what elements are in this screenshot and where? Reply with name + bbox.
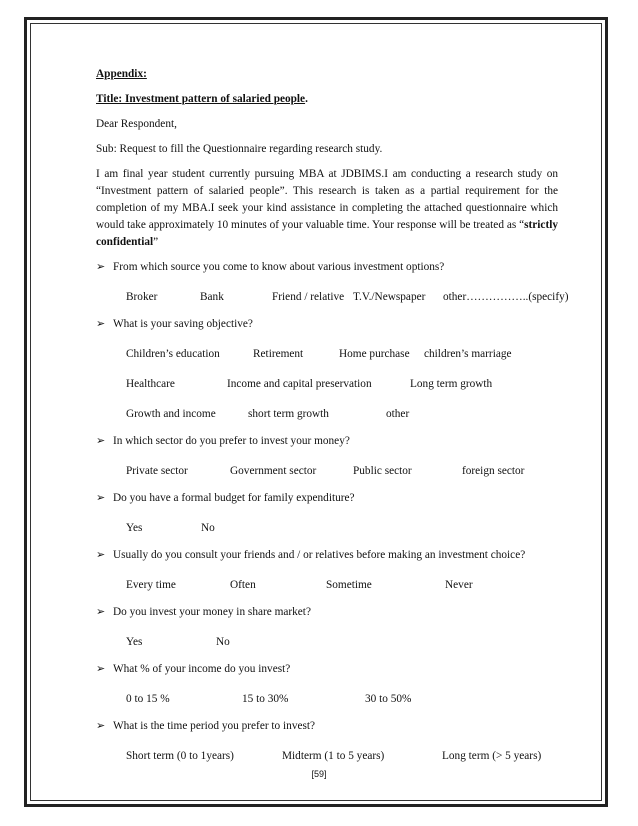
option-choice[interactable] [187,289,224,306]
document-title [96,91,558,108]
option-label: Children’s education [126,348,220,360]
option-label: other [386,408,410,420]
option-row [96,748,558,765]
option-label: 15 to 30% [242,693,289,705]
option-label: Sometime [326,579,372,591]
option-choice[interactable] [411,346,512,363]
option-label: Bank [200,291,224,303]
intro-end-quote: ” [153,236,159,248]
option-label: Retirement [253,348,304,360]
question-1 [96,259,558,276]
question-text: From which source you come to know about various investment options? [113,261,445,273]
option-choice[interactable] [240,346,303,363]
option-choice[interactable] [113,748,234,765]
option-choice[interactable] [429,748,541,765]
question-8 [96,718,558,735]
option-label: Long term growth [410,378,493,390]
option-choice[interactable] [113,577,176,594]
option-label: Midterm (1 to 5 years) [282,750,385,762]
option-choice[interactable] [340,289,425,306]
option-label: Long term (> 5 years) [442,750,542,762]
option-label: Every time [126,579,176,591]
option-choice[interactable] [113,463,188,480]
option-choice[interactable] [269,748,384,765]
option-row [96,346,558,363]
option-choice[interactable] [313,577,372,594]
option-choice[interactable] [340,463,412,480]
option-label: Growth and income [126,408,216,420]
option-label: Private sector [126,465,188,477]
option-choice[interactable] [217,577,256,594]
bullet-arrow-icon: ➢ [96,261,106,273]
option-choice[interactable] [430,289,569,306]
bullet-arrow-icon: ➢ [96,318,106,330]
option-choice[interactable] [113,376,175,393]
option-choice[interactable] [432,577,473,594]
option-row [96,463,558,480]
option-label: Short term (0 to 1years) [126,750,234,762]
option-choice[interactable] [113,634,142,651]
question-6 [96,604,558,621]
option-choice[interactable] [326,346,410,363]
bullet-arrow-icon: ➢ [96,606,106,618]
option-row [96,376,558,393]
option-choice[interactable] [113,520,142,537]
bullet-arrow-icon: ➢ [96,549,106,561]
option-label: Income and capital preservation [227,378,372,390]
document-body [96,66,569,775]
option-row [96,577,558,594]
option-label: Home purchase [339,348,410,360]
question-text: Do you invest your money in share market? [113,606,311,618]
option-row [96,520,558,537]
option-choice[interactable] [113,691,170,708]
title-text: Title: Investment pattern of salaried people [96,93,306,105]
confidential-text: strictly confidential [96,219,558,248]
option-label: No [216,636,230,648]
option-label: children’s marriage [424,348,512,360]
option-label: foreign sector [462,465,525,477]
option-choice[interactable] [214,376,372,393]
option-label: Often [230,579,256,591]
option-label: Broker [126,291,158,303]
option-row [96,289,569,306]
question-2 [96,316,558,333]
question-5 [96,547,558,564]
option-label: Government sector [230,465,317,477]
option-choice[interactable] [217,463,316,480]
question-text: In which sector do you prefer to invest your money? [113,435,350,447]
option-row [96,691,558,708]
option-label: 0 to 15 % [126,693,170,705]
question-text: What is your saving objective? [113,318,253,330]
option-label: short term growth [248,408,329,420]
option-choice[interactable] [188,520,215,537]
option-row [96,634,558,651]
bullet-arrow-icon: ➢ [96,492,106,504]
title-period: . [305,93,308,105]
appendix-heading: Appendix: [96,68,147,80]
option-label: 30 to 50% [365,693,412,705]
option-choice[interactable] [373,406,409,423]
question-7 [96,661,558,678]
option-label: Yes [126,522,143,534]
option-label: T.V./Newspaper [353,291,426,303]
subject-line: Sub: Request to fill the Questionnaire regarding research study. [96,143,383,155]
option-label: Healthcare [126,378,175,390]
option-choice[interactable] [113,406,216,423]
option-choice[interactable] [449,463,524,480]
option-row [96,406,558,423]
option-label: Friend / relative [272,291,345,303]
option-choice[interactable] [113,289,157,306]
option-choice[interactable] [397,376,492,393]
option-choice[interactable] [113,346,220,363]
bullet-arrow-icon: ➢ [96,435,106,447]
question-text: Usually do you consult your friends and / or relatives before making an investment choice? [113,549,526,561]
option-label: Public sector [353,465,412,477]
question-text: What is the time period you prefer to invest? [113,720,316,732]
salutation: Dear Respondent, [96,118,177,130]
bullet-arrow-icon: ➢ [96,720,106,732]
option-label: No [201,522,215,534]
questionnaire [96,259,569,765]
option-choice[interactable] [235,406,329,423]
option-choice[interactable] [259,289,344,306]
question-text: Do you have a formal budget for family expenditure? [113,492,355,504]
page-number: [59] [311,769,327,779]
option-choice[interactable] [352,691,411,708]
option-choice[interactable] [203,634,230,651]
bullet-arrow-icon: ➢ [96,663,106,675]
option-label: Never [445,579,473,591]
option-label: Yes [126,636,143,648]
question-3 [96,433,558,450]
question-4 [96,490,558,507]
question-text: What % of your income do you invest? [113,663,291,675]
option-label: other……………..(specify) [443,291,569,303]
option-choice[interactable] [229,691,288,708]
intro-paragraph [96,166,558,251]
intro-text: I am final year student currently pursuing MBA at JDBIMS.I am conducting a research study on “Investment pattern of salaried people”. This research is taken as a partial requirement for the completion of my MBA.I seek your kind assistance in completing the attached questionnaire which would take approximately 10 minutes of your valuable time. Your response will be treated as “ [96,168,558,231]
